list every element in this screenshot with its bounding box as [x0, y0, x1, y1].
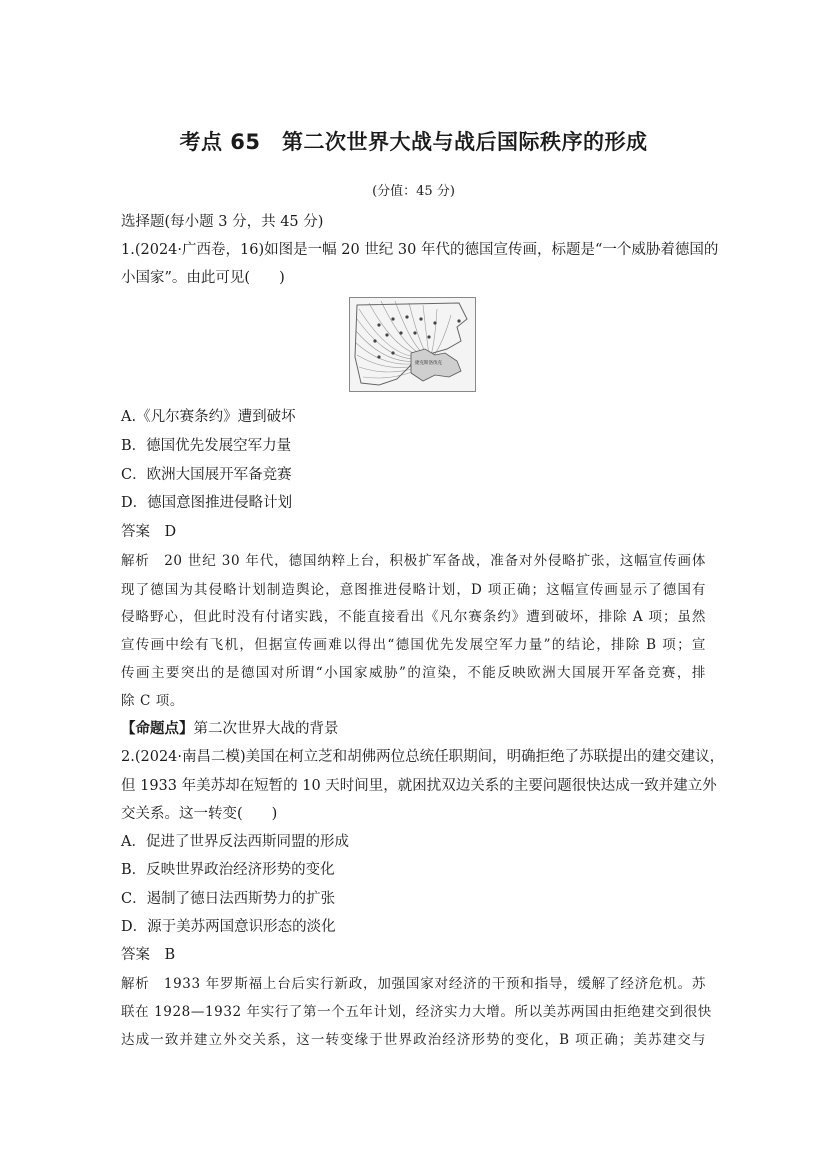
q2-stem-line-1: 2.(2024·南昌二模)美国在柯立芝和胡佛两位总统任职期间，明确拒绝了苏联提出的建交建议，: [121, 749, 725, 765]
q2-option-b: B．反映世界政治经济形势的变化: [121, 862, 335, 878]
q2-explanation-line-3: 达成一致并建立外交关系，这一转变缘于世界政治经济形势的变化，B 项正确；美苏建交与: [121, 1032, 706, 1048]
q2-explanation-line-1: 解析 1933 年罗斯福上台后实行新政，加强国家对经济的干预和指导，缓解了经济危机。苏: [121, 976, 706, 992]
q1-stem-line-2: 小国家”。由此可见( ): [121, 270, 285, 286]
q1-option-a: A.《凡尔赛条约》遭到破坏: [121, 409, 296, 425]
q1-option-d: D．德国意图推进侵略计划: [121, 495, 293, 511]
q1-explanation-line-6: 除 C 项。: [121, 693, 185, 709]
q2-option-c: C．遏制了德日法西斯势力的扩张: [121, 891, 336, 907]
q2-option-d: D．源于美苏两国意识形态的淡化: [121, 919, 336, 935]
q2-option-a: A．促进了世界反法西斯同盟的形成: [121, 834, 349, 850]
topic-text: 第二次世界大战的背景: [193, 721, 339, 737]
q1-explanation-line-3: 侵略野心，但此时没有付诸实践，不能直接看出《凡尔赛条约》遭到破坏，排除 A 项；虽然: [121, 609, 706, 625]
figure-label: 捷克斯洛伐克: [415, 361, 442, 366]
q1-topic: [121, 717, 339, 738]
q1-stem-line-1: 1.(2024·广西卷，16)如图是一幅 20 世纪 30 年代的德国宣传画，标题是“一个威胁着德国的: [121, 242, 719, 258]
q1-explanation-line-1: 解析 20 世纪 30 年代，德国纳粹上台，积极扩军备战，准备对外侵略扩张，这幅宣传画体: [121, 553, 706, 569]
q2-stem-line-2: 但 1933 年美苏却在短暂的 10 天时间里，就困扰双边关系的主要问题很快达成一致并建立外: [121, 778, 717, 794]
score-note: (分值：45 分): [372, 184, 455, 199]
q2-stem-line-3: 交关系。这一转变( ): [121, 806, 278, 822]
q1-option-c: C．欧洲大国展开军备竞赛: [121, 467, 292, 483]
q1-explanation-line-2: 现了德国为其侵略计划制造舆论，意图推进侵略计划，D 项正确；这幅宣传画显示了德国有: [121, 582, 706, 598]
q1-option-b: B．德国优先发展空军力量: [121, 438, 292, 454]
section-heading: 选择题(每小题 3 分，共 45 分): [121, 214, 324, 230]
q1-explanation-line-4: 宣传画中绘有飞机，但据宣传画难以得出“德国优先发展空军力量”的结论，排除 B 项；宣: [121, 637, 706, 653]
propaganda-map-figure: [349, 297, 476, 392]
page-title: 考点 65 第二次世界大战与战后国际秩序的形成: [179, 130, 648, 154]
q1-answer: 答案 D: [121, 524, 177, 540]
q2-explanation-line-2: 联在 1928—1932 年实行了第一个五年计划，经济实力大增。所以美苏两国由拒绝建交到很快: [121, 1004, 712, 1020]
q2-answer: 答案 B: [121, 947, 176, 963]
topic-tag: 【命题点】: [121, 720, 194, 737]
q1-explanation-line-5: 传画主要突出的是德国对所谓“小国家威胁”的渲染，不能反映欧洲大国展开军备竞赛，排: [121, 665, 706, 681]
